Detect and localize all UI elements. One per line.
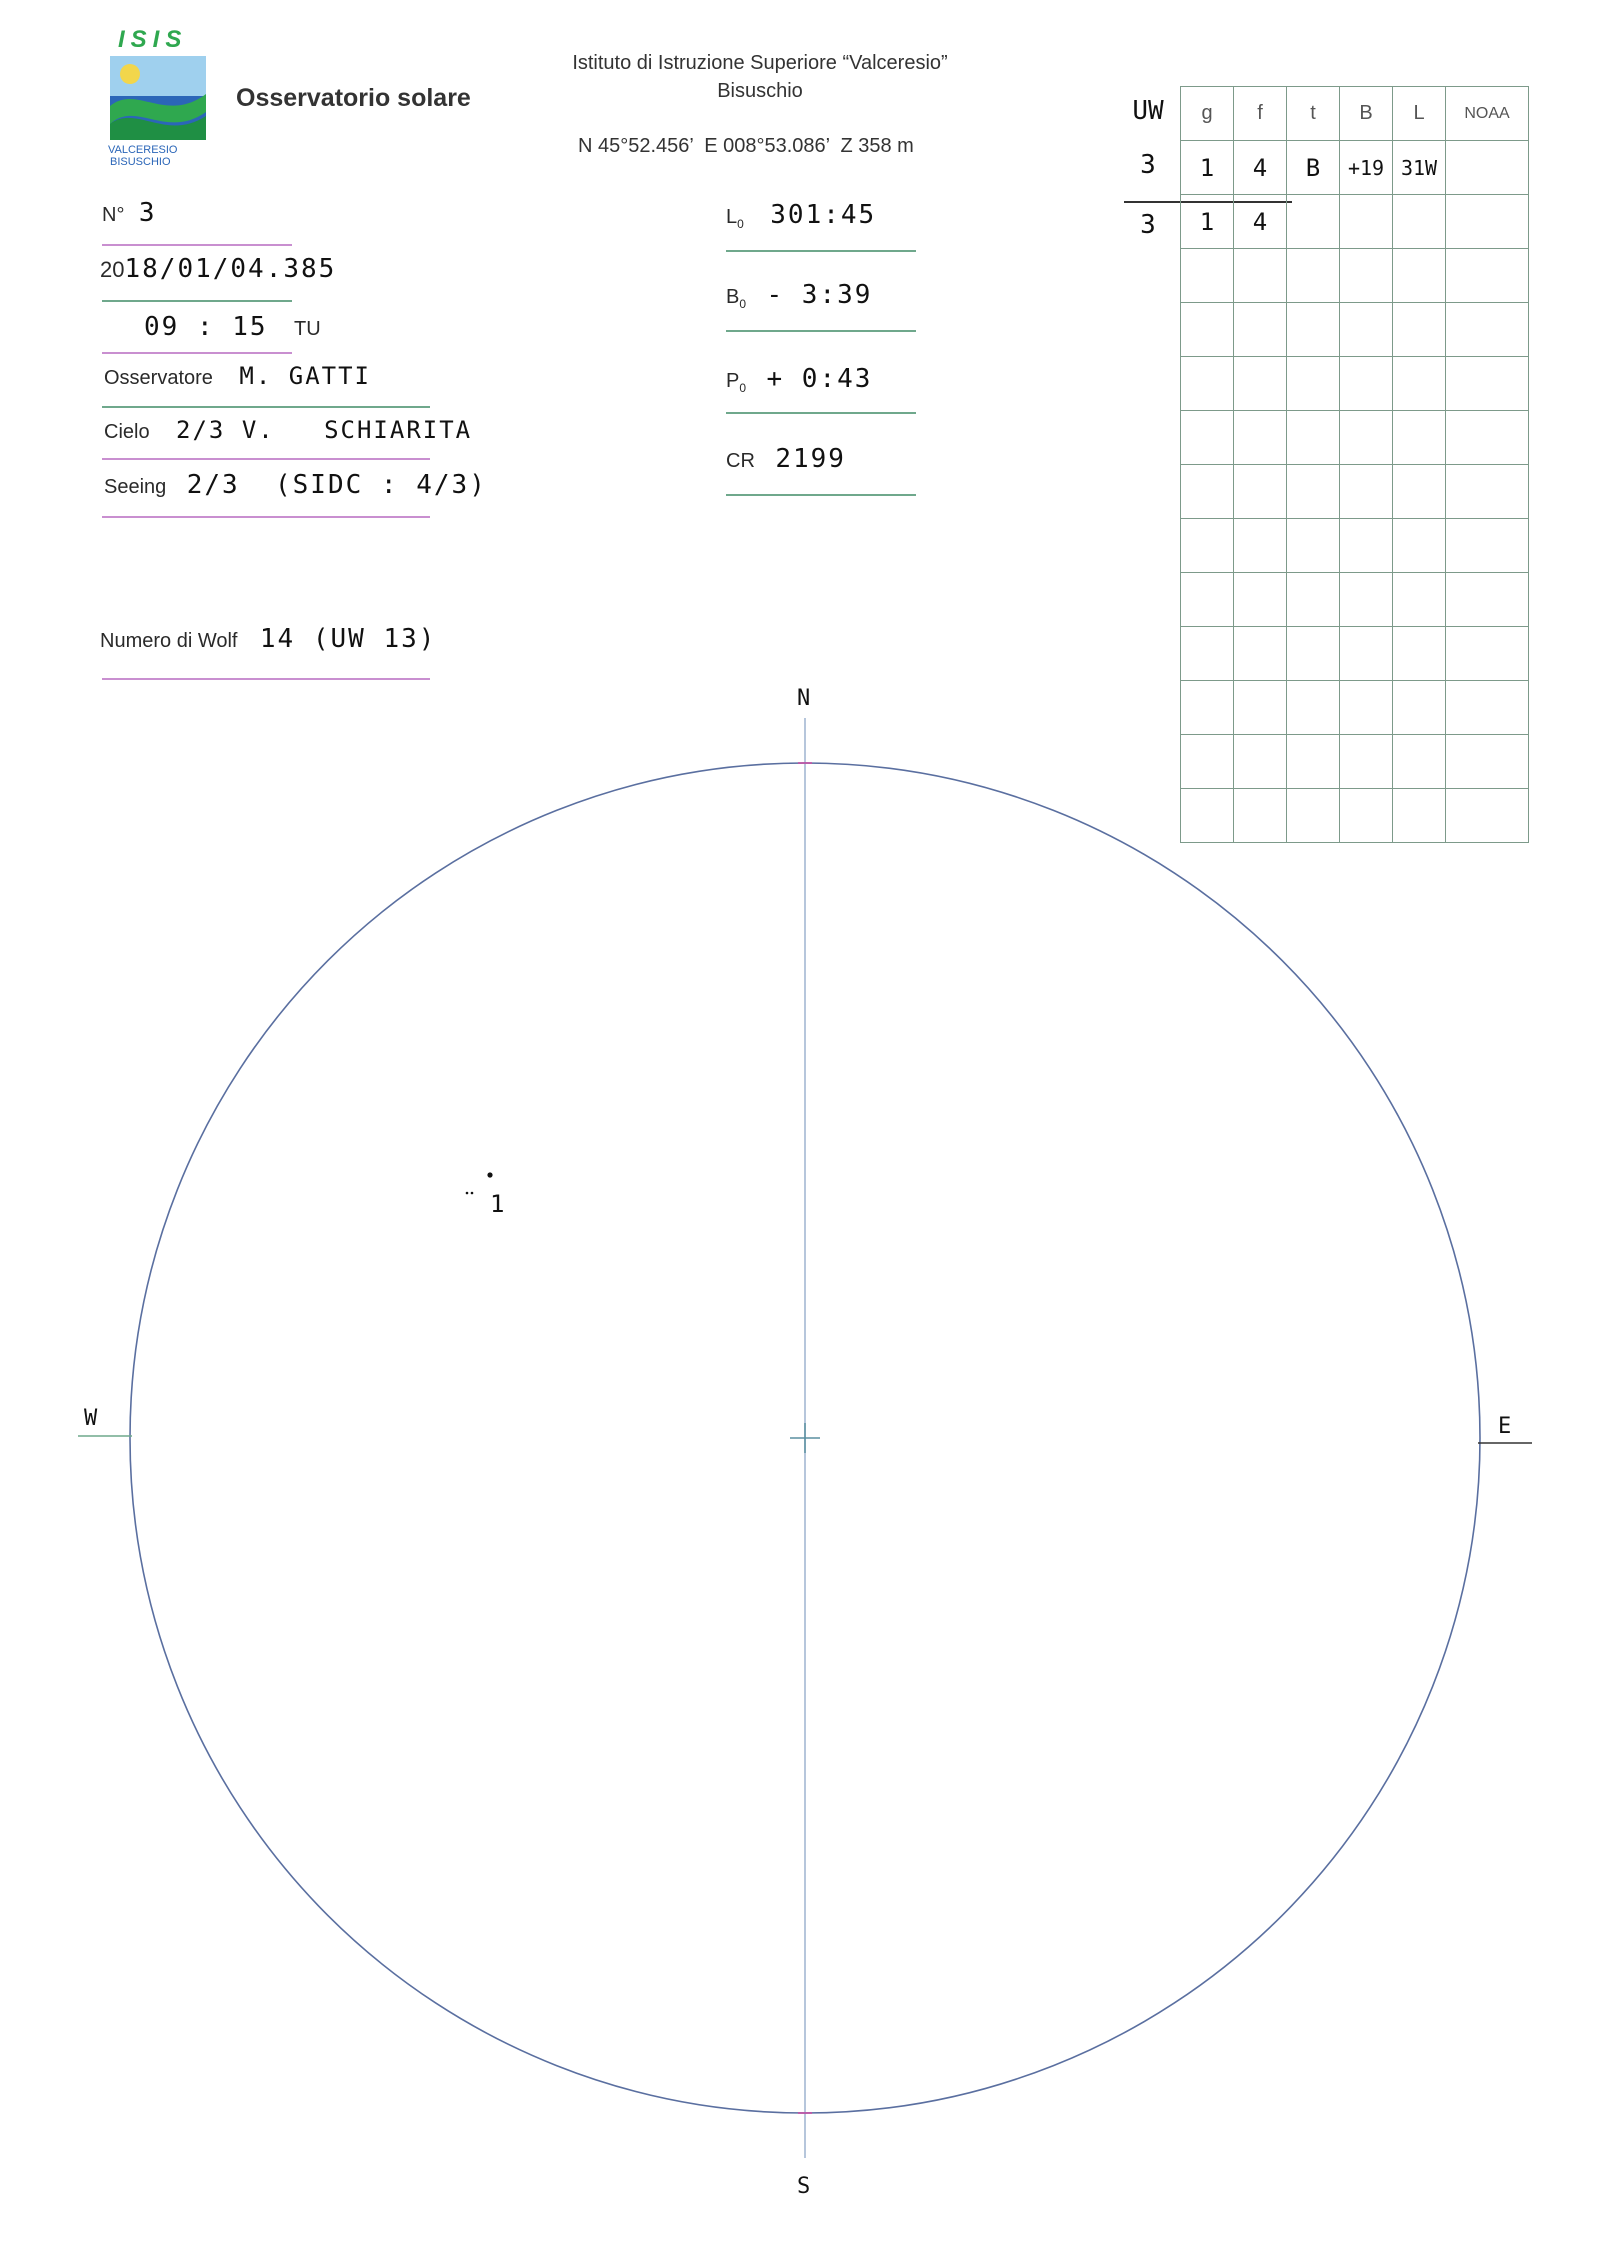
east-label: E bbox=[1498, 1414, 1512, 1439]
south-label: S bbox=[797, 2174, 811, 2199]
sky-value: 2/3 V. SCHIARITA bbox=[176, 416, 473, 444]
table-cell: B bbox=[1287, 141, 1340, 195]
header-b: B bbox=[1340, 87, 1393, 141]
page-title: Osservatorio solare bbox=[236, 84, 471, 112]
uw-column-header: UW bbox=[1132, 96, 1164, 126]
b0-value: - 3:39 bbox=[766, 280, 873, 310]
record-number-label: N° bbox=[102, 204, 125, 226]
record-date-value: 18/01/04.385 bbox=[124, 254, 337, 284]
institute-town: Bisuschio bbox=[717, 80, 803, 102]
sunspot bbox=[487, 1172, 492, 1177]
p0-value: + 0:43 bbox=[766, 364, 873, 394]
observatory-coordinates: N 45°52.456’ E 008°53.086’ Z 358 m bbox=[578, 135, 914, 157]
west-label: W bbox=[84, 1406, 98, 1431]
uw-row-1: 3 bbox=[1140, 150, 1156, 180]
sunspot bbox=[466, 1192, 469, 1195]
logo-subtitle-2: BISUSCHIO bbox=[110, 156, 171, 168]
table-cell: 4 bbox=[1234, 141, 1287, 195]
uw-row-2: 3 bbox=[1140, 210, 1156, 240]
sunspot bbox=[471, 1192, 474, 1195]
institute-name: Istituto di Istruzione Superiore “Valceresio” bbox=[572, 52, 948, 74]
header-l: L bbox=[1393, 87, 1446, 141]
logo-subtitle-1: VALCERESIO bbox=[108, 144, 178, 156]
observer-value: M. GATTI bbox=[239, 362, 371, 390]
north-label: N bbox=[797, 686, 811, 711]
observer-label: Osservatore bbox=[104, 367, 213, 389]
record-number-value: 3 bbox=[138, 198, 157, 228]
sky-label: Cielo bbox=[104, 421, 150, 443]
table-cell: 1 bbox=[1181, 141, 1234, 195]
record-time-unit: TU bbox=[294, 318, 321, 340]
header-g: g bbox=[1181, 87, 1234, 141]
wolf-number-label: Numero di Wolf bbox=[100, 630, 238, 652]
record-date-prefix: 20 bbox=[100, 257, 125, 282]
header-noaa: NOAA bbox=[1446, 87, 1529, 141]
header-f: f bbox=[1234, 87, 1287, 141]
wolf-number-value: 14 (UW 13) bbox=[259, 624, 437, 654]
p0-label: $P_0$ bbox=[726, 370, 747, 395]
b0-label: $B_0$ bbox=[726, 286, 747, 311]
l0-value: 301:45 bbox=[770, 200, 877, 230]
header-t: t bbox=[1287, 87, 1340, 141]
table-cell: 4 bbox=[1234, 195, 1287, 249]
sunspot-group-label: 1 bbox=[490, 1190, 505, 1218]
seeing-value: 2/3 (SIDC : 4/3) bbox=[186, 470, 487, 500]
table-cell: +19 bbox=[1340, 141, 1393, 195]
table-cell: 31W bbox=[1393, 141, 1446, 195]
l0-label: $L_0$ bbox=[726, 206, 744, 231]
cr-value: 2199 bbox=[775, 444, 846, 474]
cr-label: CR bbox=[726, 450, 755, 472]
table-cell: 1 bbox=[1181, 195, 1234, 249]
seeing-label: Seeing bbox=[104, 476, 167, 498]
record-time-value: 09 : 15 bbox=[144, 312, 268, 342]
logo-wordmark: ISIS bbox=[118, 26, 188, 53]
